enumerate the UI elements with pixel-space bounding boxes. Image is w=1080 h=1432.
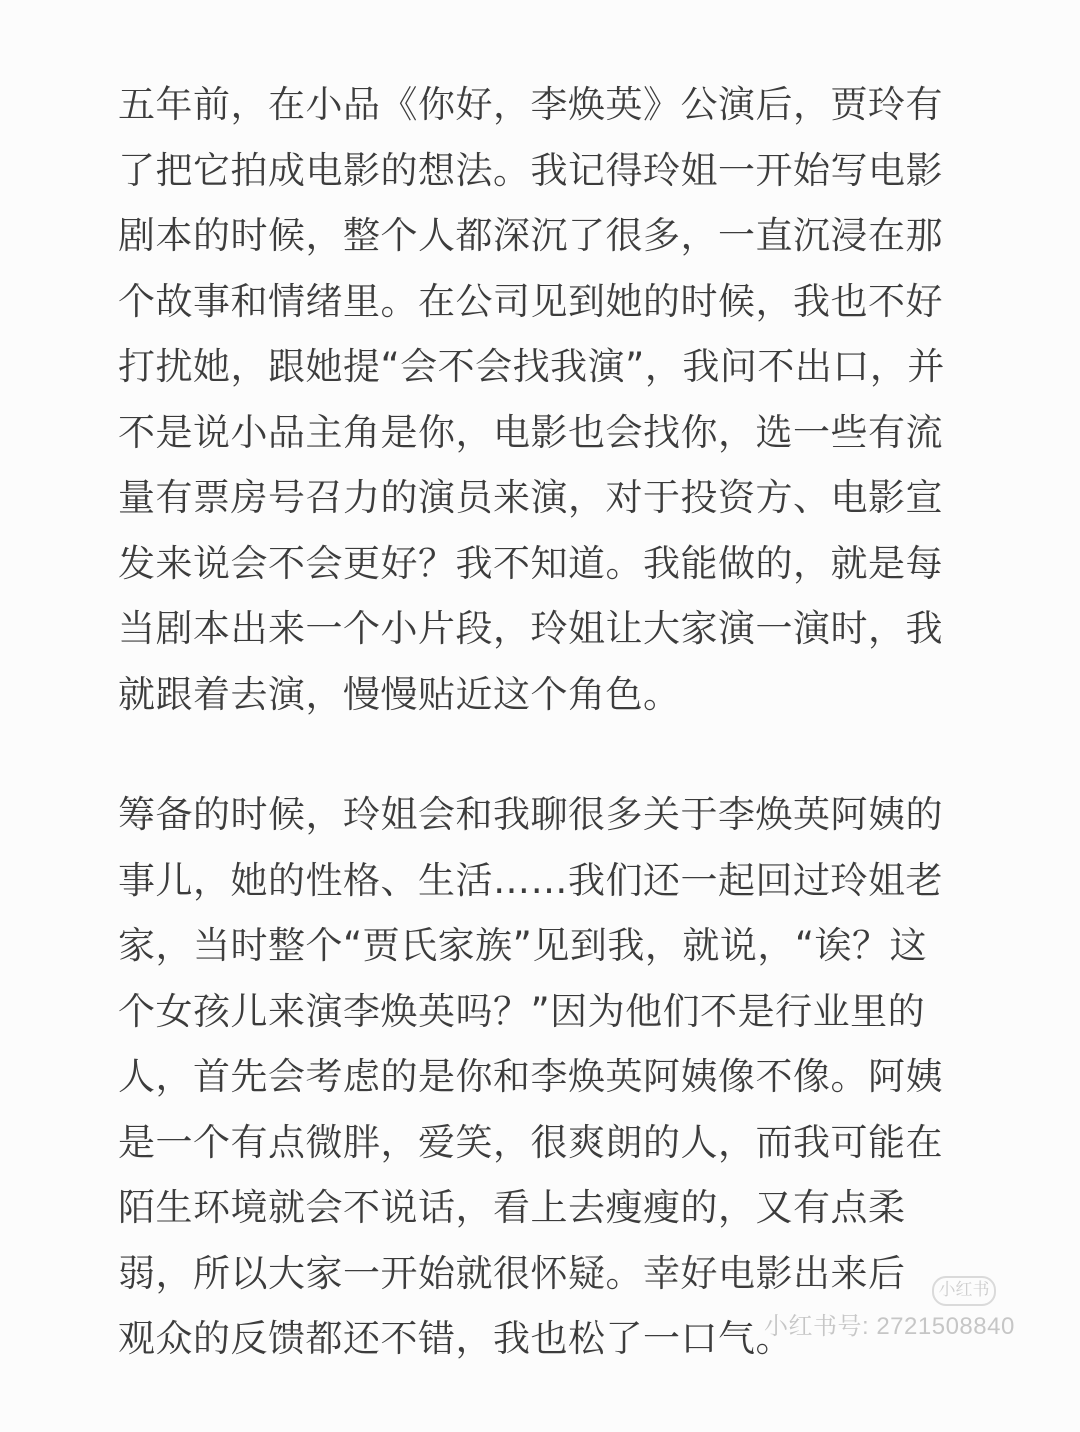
paragraph-2-line-9: 观众的反馈都还不错，我也松了一口气。: [118, 1317, 793, 1360]
paragraph-1-line-2: 了把它拍成电影的想法。我记得玲姐一开始写电影: [118, 148, 943, 192]
paragraph-1-line-7: 量有票房号召力的演员来演，对于投资方、电影宣: [118, 476, 943, 519]
paragraph-2-line-5: 人，首先会考虑的是你和李焕英阿姨像不像。阿姨: [118, 1055, 943, 1098]
paragraph-2-line-7: 陌生环境就会不说话，看上去瘦瘦的，又有点柔: [118, 1186, 906, 1229]
paragraph-2-line-6: 是一个有点微胖，爱笑，很爽朗的人，而我可能在: [118, 1120, 943, 1164]
paragraph-1-line-9: 当剧本出来一个小片段，玲姐让大家演一演时，我: [118, 607, 943, 650]
paragraph-1-line-1: 五年前，在小品《你好，李焕英》公演后，贾玲有: [118, 83, 943, 126]
paragraph-1: [118, 72, 968, 727]
paragraph-2-line-1: 筹备的时候，玲姐会和我聊很多关于李焕英阿姨的: [118, 793, 943, 836]
paragraph-2: [118, 782, 968, 1372]
paragraph-1-line-4: 个故事和情绪里。在公司见到她的时候，我也不好: [118, 279, 943, 323]
paragraph-1-line-8: 发来说会不会更好？我不知道。我能做的，就是每: [118, 541, 943, 585]
paragraph-2-line-4: 个女孩儿来演李焕英吗？”因为他们不是行业里的: [118, 989, 926, 1033]
paragraph-2-line-2: 事儿，她的性格、生活……我们还一起回过玲姐老: [118, 858, 943, 902]
paragraph-2-line-3: 家，当时整个“贾氏家族”见到我，就说，“诶？这: [118, 924, 928, 967]
paragraph-1-line-6: 不是说小品主角是你，电影也会找你，选一些有流: [118, 410, 943, 454]
paragraph-1-line-10: 就跟着去演，慢慢贴近这个角色。: [118, 672, 681, 716]
paragraph-1-line-3: 剧本的时候，整个人都深沉了很多，一直沉浸在那: [118, 214, 943, 257]
paragraph-2-line-8: 弱，所以大家一开始就很怀疑。幸好电影出来后: [118, 1251, 906, 1295]
xiaohongshu-logo-icon: 小红书: [932, 1276, 996, 1306]
watermark-id-text: 小红书号: 2721508840: [764, 1313, 1015, 1340]
paragraph-1-line-5: 打扰她，跟她提“会不会找我演”，我问不出口，并: [118, 345, 945, 388]
